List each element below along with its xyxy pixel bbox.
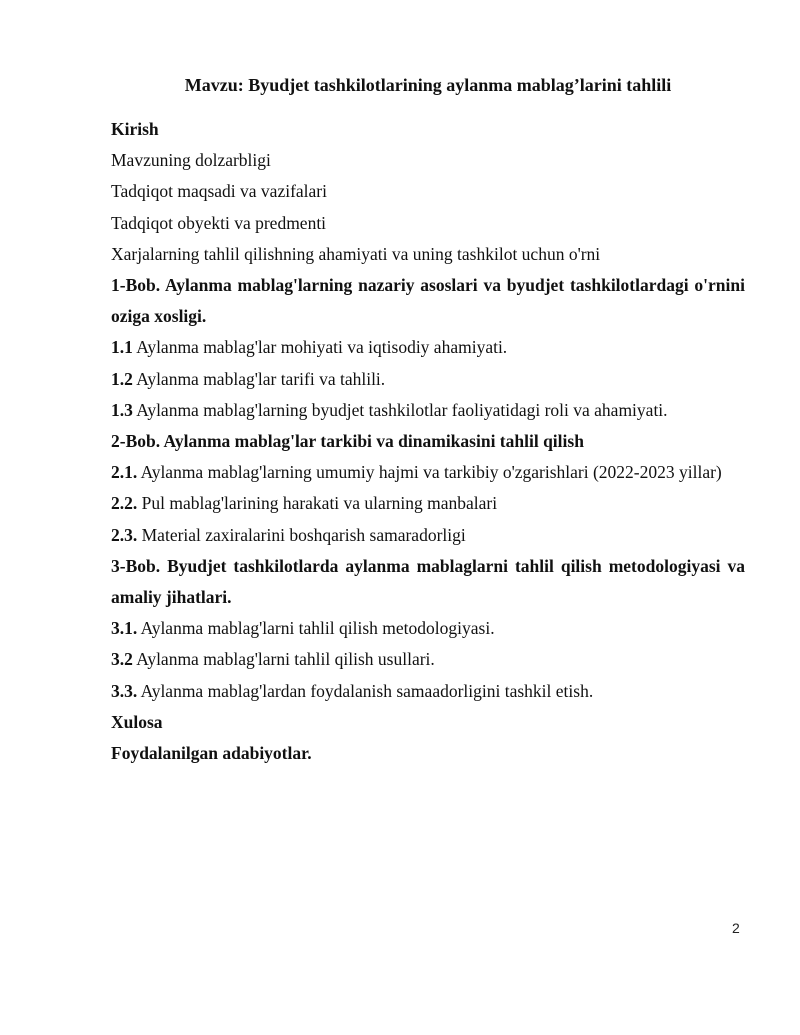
intro-heading: Kirish	[111, 119, 159, 139]
conclusion-heading: Xulosa	[111, 711, 163, 732]
intro-item: Mavzuning dolzarbligi	[111, 150, 271, 171]
section-item	[111, 520, 745, 551]
section-title: Aylanma mablag'larni tahlil qilish metodologiyasi.	[137, 618, 495, 639]
section-title: Aylanma mablag'lar mohiyati va iqtisodiy ahamiyati.	[132, 337, 508, 358]
intro-item: Xarjalarning tahlil qilishning ahamiyati va uning tashkilot uchun o'rni	[111, 243, 601, 264]
section-number: 3.1.	[111, 618, 138, 639]
references-heading: Foydalanilgan adabiyotlar.	[111, 743, 312, 764]
section-number: 1.1	[111, 337, 133, 358]
intro-item: Tadqiqot obyekti va predmenti	[111, 212, 327, 233]
intro-item: Tadqiqot maqsadi va vazifalari	[111, 181, 327, 202]
page-title: Mavzu: Byudjet tashkilotlarining aylanma mablag’larini tahlili	[184, 75, 672, 95]
section-item	[111, 676, 745, 707]
section-title: Aylanma mablag'larni tahlil qilish usullari.	[132, 649, 435, 670]
chapter-2-heading: 2-Bob. Aylanma mablag'lar tarkibi va dinamikasini tahlil qilish	[111, 431, 584, 452]
section-number: 3.3.	[111, 680, 138, 701]
section-title: Aylanma mablag'larning umumiy hajmi va tarkibiy o'zgarishlari (2022-2023 yillar)	[137, 462, 722, 483]
section-item	[111, 488, 745, 519]
section-number: 2.2.	[111, 493, 138, 514]
page-number: 2	[732, 920, 740, 936]
section-item	[111, 332, 745, 363]
section-title: Pul mablag'larining harakati va ularning manbalari	[137, 493, 498, 514]
section-number: 1.2	[111, 368, 133, 389]
table-of-contents	[111, 70, 745, 769]
section-item	[111, 644, 745, 675]
section-number: 2.1.	[111, 462, 138, 483]
chapter-3-heading: 3-Bob. Byudjet tashkilotlarda aylanma mablaglarni tahlil qilish metodologiyasi va amaliy jihatlari.	[111, 555, 745, 608]
section-title: Aylanma mablag'larning byudjet tashkilotlar faoliyatidagi roli va ahamiyati.	[132, 399, 668, 420]
chapter-1-heading: 1-Bob. Aylanma mablag'larning nazariy asoslari va byudjet tashkilotlardagi o'rnini oziga xosligi.	[111, 275, 745, 327]
section-title: Aylanma mablag'lar tarifi va tahlili.	[132, 368, 386, 389]
section-number: 3.2	[111, 649, 133, 670]
section-title: Aylanma mablag'lardan foydalanish samaadorligini tashkil etish.	[137, 680, 594, 701]
section-item	[111, 364, 745, 395]
section-number: 1.3	[111, 399, 133, 420]
section-item	[111, 457, 745, 488]
section-number: 2.3.	[111, 524, 138, 545]
section-item	[111, 395, 745, 426]
section-title: Material zaxiralarini boshqarish samaradorligi	[137, 524, 466, 545]
section-item	[111, 613, 745, 644]
